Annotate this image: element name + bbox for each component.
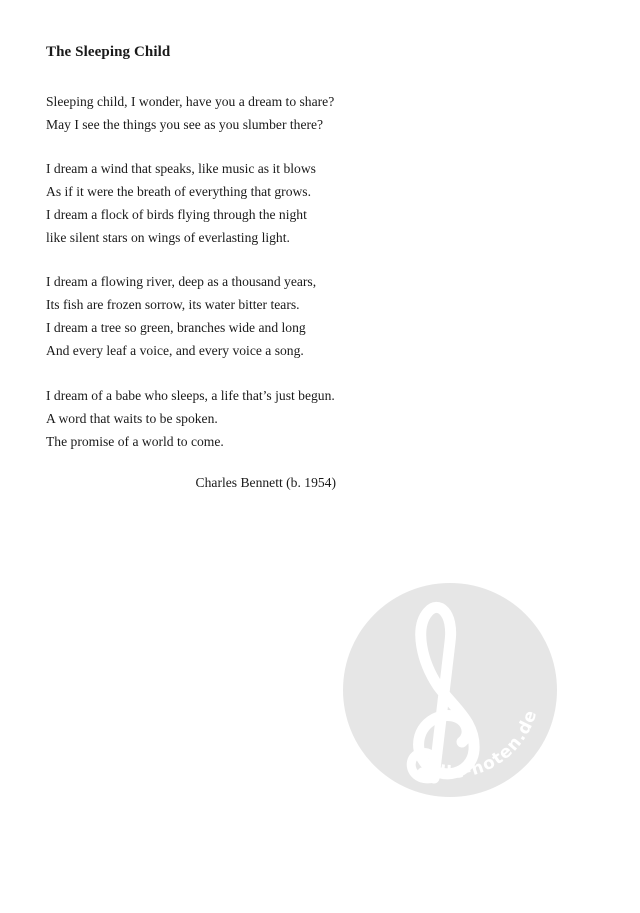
poem-line: like silent stars on wings of everlasting light. [46, 230, 290, 245]
poem-line: I dream of a babe who sleeps, a life that’s just begun. [46, 388, 335, 403]
poem-line: Sleeping child, I wonder, have you a dream to share? [46, 94, 335, 109]
watermark [342, 582, 558, 798]
poem-line: I dream a flowing river, deep as a thousand years, [46, 274, 317, 289]
poem-line: And every leaf a voice, and every voice a song. [46, 343, 304, 358]
stanza-2 [46, 157, 316, 249]
poem-attribution: Charles Bennett (b. 1954) [195, 475, 336, 490]
poem-line: May I see the things you see as you slumber there? [46, 117, 324, 132]
stanza-1 [46, 90, 334, 136]
watermark-text: alle-noten.de [425, 707, 542, 783]
poem-line: The promise of a world to come. [46, 434, 224, 449]
poem-line: A word that waits to be spoken. [46, 411, 218, 426]
poem-line: I dream a flock of birds flying through the night [46, 207, 307, 222]
poem-line: As if it were the breath of everything that grows. [46, 184, 311, 199]
poem-line: I dream a tree so green, branches wide and long [46, 320, 306, 335]
stanza-4 [46, 384, 335, 453]
poem-title: The Sleeping Child [46, 44, 171, 60]
stanza-3 [46, 270, 316, 362]
treble-clef-icon [342, 582, 558, 798]
poem-line: I dream a wind that speaks, like music as it blows [46, 161, 316, 176]
poem-line: Its fish are frozen sorrow, its water bitter tears. [46, 297, 300, 312]
